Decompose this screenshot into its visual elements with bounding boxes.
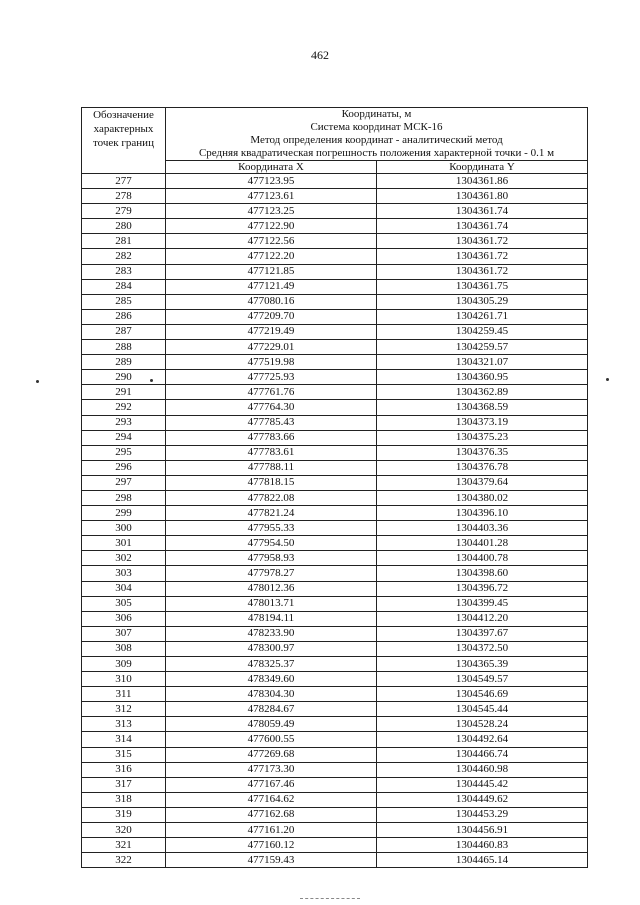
coordinate-y-cell: 1304546.69	[377, 687, 588, 702]
coordinate-y-cell: 1304460.98	[377, 762, 588, 777]
coordinate-y-cell: 1304545.44	[377, 702, 588, 717]
table-row	[82, 264, 588, 279]
coordinate-x-cell: 477761.76	[166, 385, 377, 400]
coordinate-y-cell: 1304460.83	[377, 838, 588, 853]
table-row	[82, 445, 588, 460]
point-number-cell: 278	[82, 189, 166, 204]
coordinate-x-cell: 477162.68	[166, 807, 377, 822]
coordinate-y-cell: 1304321.07	[377, 355, 588, 370]
table-row	[82, 294, 588, 309]
coordinate-y-cell: 1304399.45	[377, 596, 588, 611]
coordinate-x-cell: 477821.24	[166, 506, 377, 521]
table-row	[82, 853, 588, 868]
coordinate-x-cell: 477080.16	[166, 294, 377, 309]
coordinate-x-cell: 478325.37	[166, 657, 377, 672]
coordinate-x-cell: 477209.70	[166, 309, 377, 324]
table-row	[82, 340, 588, 355]
table-row	[82, 657, 588, 672]
coordinate-x-cell: 478233.90	[166, 626, 377, 641]
point-number-cell: 313	[82, 717, 166, 732]
x-column-header: Координата X	[166, 161, 377, 174]
coordinate-x-cell: 477122.90	[166, 219, 377, 234]
table-row	[82, 732, 588, 747]
coordinate-y-cell: 1304360.95	[377, 370, 588, 385]
table-row	[82, 611, 588, 626]
coordinate-x-cell: 477764.30	[166, 400, 377, 415]
point-number-cell: 285	[82, 294, 166, 309]
coordinate-x-cell: 477822.08	[166, 490, 377, 505]
point-number-cell: 307	[82, 626, 166, 641]
coordinate-x-cell: 477978.27	[166, 566, 377, 581]
coordinate-x-cell: 478304.30	[166, 687, 377, 702]
table-row	[82, 596, 588, 611]
point-header-line: характерных	[93, 123, 154, 135]
table-row	[82, 279, 588, 294]
table-row	[82, 234, 588, 249]
coordinate-x-cell: 477173.30	[166, 762, 377, 777]
table-row	[82, 430, 588, 445]
point-number-cell: 320	[82, 823, 166, 838]
table-row	[82, 551, 588, 566]
point-number-cell: 321	[82, 838, 166, 853]
table-row	[82, 506, 588, 521]
coordinate-x-cell: 477122.20	[166, 249, 377, 264]
coordinate-x-cell: 477167.46	[166, 777, 377, 792]
coordinate-y-cell: 1304259.45	[377, 324, 588, 339]
point-column-header	[82, 108, 166, 174]
coordinates-header-line: Система координат МСК-16	[310, 121, 443, 133]
point-number-cell: 290	[82, 370, 166, 385]
coordinate-y-cell: 1304361.72	[377, 264, 588, 279]
coordinate-x-cell: 477164.62	[166, 792, 377, 807]
coordinate-y-cell: 1304305.29	[377, 294, 588, 309]
coordinate-y-cell: 1304396.10	[377, 506, 588, 521]
scan-speck-mark	[606, 378, 609, 381]
coordinate-y-cell: 1304466.74	[377, 747, 588, 762]
point-number-cell: 308	[82, 641, 166, 656]
table-row	[82, 626, 588, 641]
coordinates-header-line: Средняя квадратическая погрешность положения характерной точки - 0.1 м	[198, 147, 555, 159]
coordinate-x-cell: 478013.71	[166, 596, 377, 611]
table-row	[82, 309, 588, 324]
coordinate-y-cell: 1304453.29	[377, 807, 588, 822]
coordinate-y-cell: 1304456.91	[377, 823, 588, 838]
coordinate-x-cell: 477785.43	[166, 415, 377, 430]
table-row	[82, 581, 588, 596]
coordinate-y-cell: 1304528.24	[377, 717, 588, 732]
coordinate-x-cell: 478012.36	[166, 581, 377, 596]
point-number-cell: 287	[82, 324, 166, 339]
point-number-cell: 284	[82, 279, 166, 294]
table-row	[82, 460, 588, 475]
coordinate-x-cell: 477269.68	[166, 747, 377, 762]
table-row	[82, 355, 588, 370]
point-number-cell: 322	[82, 853, 166, 868]
point-number-cell: 288	[82, 340, 166, 355]
point-number-cell: 316	[82, 762, 166, 777]
coordinate-x-cell: 477159.43	[166, 853, 377, 868]
coordinate-y-cell: 1304372.50	[377, 641, 588, 656]
table-row	[82, 415, 588, 430]
scan-speck-mark	[150, 379, 153, 382]
coordinate-y-cell: 1304376.35	[377, 445, 588, 460]
coordinate-x-cell: 478194.11	[166, 611, 377, 626]
coordinate-y-cell: 1304397.67	[377, 626, 588, 641]
coordinate-x-cell: 477160.12	[166, 838, 377, 853]
point-number-cell: 299	[82, 506, 166, 521]
coordinate-x-cell: 477121.85	[166, 264, 377, 279]
coordinate-y-cell: 1304361.72	[377, 234, 588, 249]
table-row	[82, 249, 588, 264]
point-number-cell: 280	[82, 219, 166, 234]
table-row	[82, 717, 588, 732]
point-number-cell: 309	[82, 657, 166, 672]
table-body	[82, 174, 588, 868]
coordinate-y-cell: 1304362.89	[377, 385, 588, 400]
point-number-cell: 300	[82, 521, 166, 536]
point-header-line: Обозначение	[93, 109, 154, 121]
point-number-cell: 283	[82, 264, 166, 279]
table-row	[82, 762, 588, 777]
table-row	[82, 385, 588, 400]
coordinate-x-cell: 477219.49	[166, 324, 377, 339]
point-number-cell: 277	[82, 174, 166, 189]
coordinate-y-cell: 1304398.60	[377, 566, 588, 581]
coordinate-x-cell: 477958.93	[166, 551, 377, 566]
coordinate-y-cell: 1304261.71	[377, 309, 588, 324]
coordinate-x-cell: 477161.20	[166, 823, 377, 838]
coordinate-y-cell: 1304492.64	[377, 732, 588, 747]
point-number-cell: 293	[82, 415, 166, 430]
table-row	[82, 747, 588, 762]
coordinate-x-cell: 478284.67	[166, 702, 377, 717]
coordinate-y-cell: 1304400.78	[377, 551, 588, 566]
point-number-cell: 286	[82, 309, 166, 324]
coordinate-y-cell: 1304361.80	[377, 189, 588, 204]
point-number-cell: 303	[82, 566, 166, 581]
table-row	[82, 521, 588, 536]
table-row	[82, 400, 588, 415]
point-number-cell: 314	[82, 732, 166, 747]
table-row	[82, 702, 588, 717]
point-number-cell: 281	[82, 234, 166, 249]
table-row	[82, 370, 588, 385]
table-row	[82, 641, 588, 656]
coordinate-x-cell: 478059.49	[166, 717, 377, 732]
coordinate-y-cell: 1304376.78	[377, 460, 588, 475]
table-row	[82, 219, 588, 234]
table-row	[82, 490, 588, 505]
coordinate-y-cell: 1304412.20	[377, 611, 588, 626]
table-row	[82, 672, 588, 687]
coordinate-y-cell: 1304549.57	[377, 672, 588, 687]
coordinate-y-cell: 1304368.59	[377, 400, 588, 415]
coordinate-y-cell: 1304361.74	[377, 219, 588, 234]
point-number-cell: 279	[82, 204, 166, 219]
point-number-cell: 317	[82, 777, 166, 792]
coordinate-y-cell: 1304361.74	[377, 204, 588, 219]
table-row	[82, 792, 588, 807]
coordinate-x-cell: 477954.50	[166, 536, 377, 551]
coordinate-y-cell: 1304379.64	[377, 475, 588, 490]
coordinate-y-cell: 1304361.72	[377, 249, 588, 264]
coordinate-y-cell: 1304361.75	[377, 279, 588, 294]
coordinate-y-cell: 1304375.23	[377, 430, 588, 445]
point-number-cell: 294	[82, 430, 166, 445]
coordinate-y-cell: 1304401.28	[377, 536, 588, 551]
page-number: 462	[311, 48, 329, 62]
table-row	[82, 838, 588, 853]
point-number-cell: 315	[82, 747, 166, 762]
scan-edge-mark	[300, 898, 360, 900]
coordinate-x-cell: 477788.11	[166, 460, 377, 475]
point-number-cell: 306	[82, 611, 166, 626]
point-number-cell: 292	[82, 400, 166, 415]
point-number-cell: 318	[82, 792, 166, 807]
table-row	[82, 536, 588, 551]
coordinate-y-cell: 1304445.42	[377, 777, 588, 792]
coordinate-y-cell: 1304403.36	[377, 521, 588, 536]
point-number-cell: 296	[82, 460, 166, 475]
coordinate-x-cell: 477123.61	[166, 189, 377, 204]
coordinate-y-cell: 1304465.14	[377, 853, 588, 868]
coordinate-y-cell: 1304365.39	[377, 657, 588, 672]
table-row	[82, 475, 588, 490]
point-number-cell: 319	[82, 807, 166, 822]
coordinate-y-cell: 1304396.72	[377, 581, 588, 596]
scan-speck-mark	[36, 380, 39, 383]
coordinate-y-cell: 1304373.19	[377, 415, 588, 430]
coordinate-x-cell: 478349.60	[166, 672, 377, 687]
point-number-cell: 310	[82, 672, 166, 687]
table-row	[82, 823, 588, 838]
table-row	[82, 566, 588, 581]
coordinate-x-cell: 477122.56	[166, 234, 377, 249]
table-row	[82, 807, 588, 822]
point-number-cell: 301	[82, 536, 166, 551]
point-number-cell: 304	[82, 581, 166, 596]
point-number-cell: 311	[82, 687, 166, 702]
coordinate-y-cell: 1304361.86	[377, 174, 588, 189]
coordinate-x-cell: 477229.01	[166, 340, 377, 355]
table-row	[82, 204, 588, 219]
coordinate-x-cell: 477123.95	[166, 174, 377, 189]
table-row	[82, 687, 588, 702]
table-row	[82, 189, 588, 204]
point-number-cell: 312	[82, 702, 166, 717]
coordinate-y-cell: 1304380.02	[377, 490, 588, 505]
coordinates-header-line: Метод определения координат - аналитический метод	[250, 134, 503, 146]
point-header-line: точек границ	[93, 137, 154, 149]
table-row	[82, 777, 588, 792]
table-row	[82, 174, 588, 189]
coordinate-x-cell: 477519.98	[166, 355, 377, 370]
coordinate-x-cell: 477783.61	[166, 445, 377, 460]
coordinates-header-line: Координаты, м	[341, 108, 412, 120]
coordinates-header	[166, 108, 588, 161]
coordinates-table	[81, 107, 588, 868]
coordinate-x-cell: 477725.93	[166, 370, 377, 385]
coordinate-y-cell: 1304449.62	[377, 792, 588, 807]
point-number-cell: 291	[82, 385, 166, 400]
coordinate-x-cell: 477123.25	[166, 204, 377, 219]
point-number-cell: 305	[82, 596, 166, 611]
coordinate-x-cell: 477121.49	[166, 279, 377, 294]
point-number-cell: 289	[82, 355, 166, 370]
coordinate-y-cell: 1304259.57	[377, 340, 588, 355]
point-number-cell: 298	[82, 490, 166, 505]
point-number-cell: 282	[82, 249, 166, 264]
point-number-cell: 297	[82, 475, 166, 490]
coordinate-x-cell: 477818.15	[166, 475, 377, 490]
coordinate-x-cell: 478300.97	[166, 641, 377, 656]
coordinate-x-cell: 477955.33	[166, 521, 377, 536]
table-row	[82, 324, 588, 339]
coordinate-x-cell: 477783.66	[166, 430, 377, 445]
coordinate-x-cell: 477600.55	[166, 732, 377, 747]
y-column-header: Координата Y	[377, 161, 588, 174]
point-number-cell: 302	[82, 551, 166, 566]
point-number-cell: 295	[82, 445, 166, 460]
